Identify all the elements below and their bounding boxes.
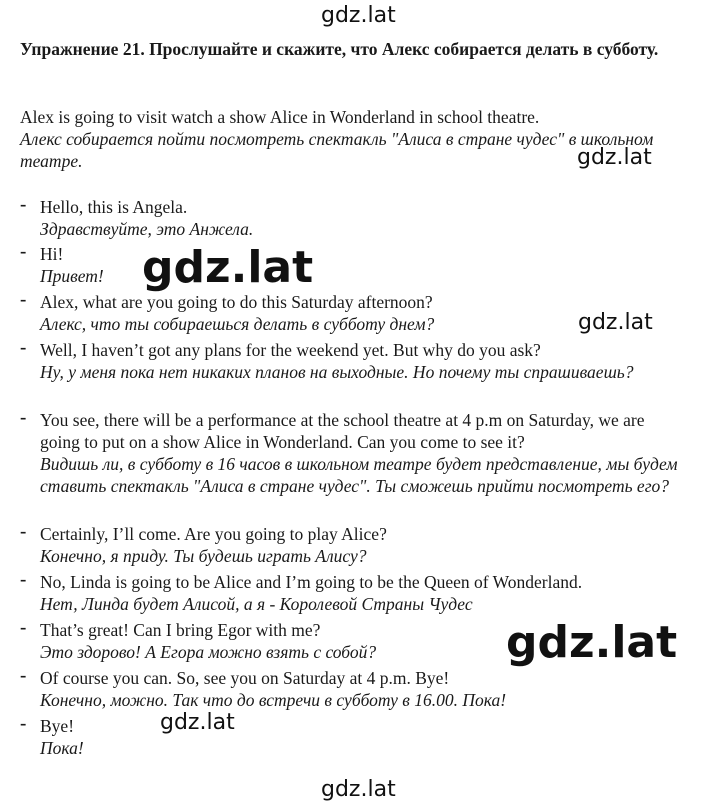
- dialogue-line: [20, 571, 680, 615]
- dash-marker: -: [20, 337, 27, 358]
- line-english: Of course you can. So, see you on Saturday at 4 p.m. Bye!: [40, 668, 450, 688]
- dash-marker: -: [20, 521, 27, 542]
- line-english: Bye!: [40, 716, 75, 736]
- line-russian: Это здорово! А Егора можно взять с собой?: [40, 642, 377, 662]
- line-english: That’s great! Can I bring Egor with me?: [40, 620, 321, 640]
- line-russian: Конечно, я приду. Ты будешь играть Алису?: [40, 546, 367, 566]
- watermark-large: gdz.lat: [142, 242, 314, 293]
- line-russian: Видишь ли, в субботу в 16 часов в школьном театре будет представление, мы будем ставить спектакль "Алиса в стране чудес". Ты сможешь прийти посмотреть его?: [40, 454, 678, 496]
- watermark: gdz.lat: [160, 710, 235, 735]
- line-russian: Ну, у меня пока нет никаких планов на выходные. Но почему ты спрашиваешь?: [40, 362, 634, 382]
- dash-marker: -: [20, 241, 27, 262]
- intro-russian: Алекс собирается пойти посмотреть спектакль "Алиса в стране чудес" в школьном театре.: [20, 129, 654, 171]
- line-russian: Конечно, можно. Так что до встречи в субботу в 16.00. Пока!: [40, 690, 507, 710]
- dialogue-line: [20, 523, 680, 567]
- dash-marker: -: [20, 407, 27, 428]
- watermark: gdz.lat: [578, 310, 653, 335]
- line-russian: Здравствуйте, это Анжела.: [40, 219, 254, 239]
- dash-marker: -: [20, 289, 27, 310]
- line-russian: Нет, Линда будет Алисой, а я - Королевой Страны Чудес: [40, 594, 473, 614]
- line-english: You see, there will be a performance at the school theatre at 4 p.m on Saturday, we are going to put on a show Alice in Wonderland. Can you come to see it?: [40, 410, 645, 452]
- line-russian: Привет!: [40, 266, 104, 286]
- line-english: Certainly, I’ll come. Are you going to play Alice?: [40, 524, 387, 544]
- dialogue-line: [20, 243, 680, 287]
- dash-marker: -: [20, 194, 27, 215]
- watermark-large: gdz.lat: [506, 617, 678, 668]
- line-english: Alex, what are you going to do this Saturday afternoon?: [40, 292, 433, 312]
- line-english: Hello, this is Angela.: [40, 197, 188, 217]
- watermark: gdz.lat: [321, 777, 396, 802]
- line-english: Hi!: [40, 244, 64, 264]
- line-english: No, Linda is going to be Alice and I’m going to be the Queen of Wonderland.: [40, 572, 583, 592]
- dialogue-line: [20, 715, 680, 759]
- dialogue-line: [20, 196, 680, 240]
- dash-marker: -: [20, 569, 27, 590]
- line-russian: Алекс, что ты собираешься делать в субботу днем?: [40, 314, 435, 334]
- exercise-heading: Упражнение 21. Прослушайте и скажите, что Алекс собирается делать в субботу.: [20, 39, 659, 59]
- watermark: gdz.lat: [577, 145, 652, 170]
- dash-marker: -: [20, 713, 27, 734]
- dialogue-line: [20, 409, 680, 497]
- intro-english: Alex is going to visit watch a show Alice in Wonderland in school theatre.: [20, 107, 540, 127]
- line-english: Well, I haven’t got any plans for the weekend yet. But why do you ask?: [40, 340, 541, 360]
- dash-marker: -: [20, 617, 27, 638]
- watermark: gdz.lat: [321, 3, 396, 28]
- line-russian: Пока!: [40, 738, 84, 758]
- dialogue-line: [20, 667, 680, 711]
- dialogue-line: [20, 339, 680, 383]
- dash-marker: -: [20, 665, 27, 686]
